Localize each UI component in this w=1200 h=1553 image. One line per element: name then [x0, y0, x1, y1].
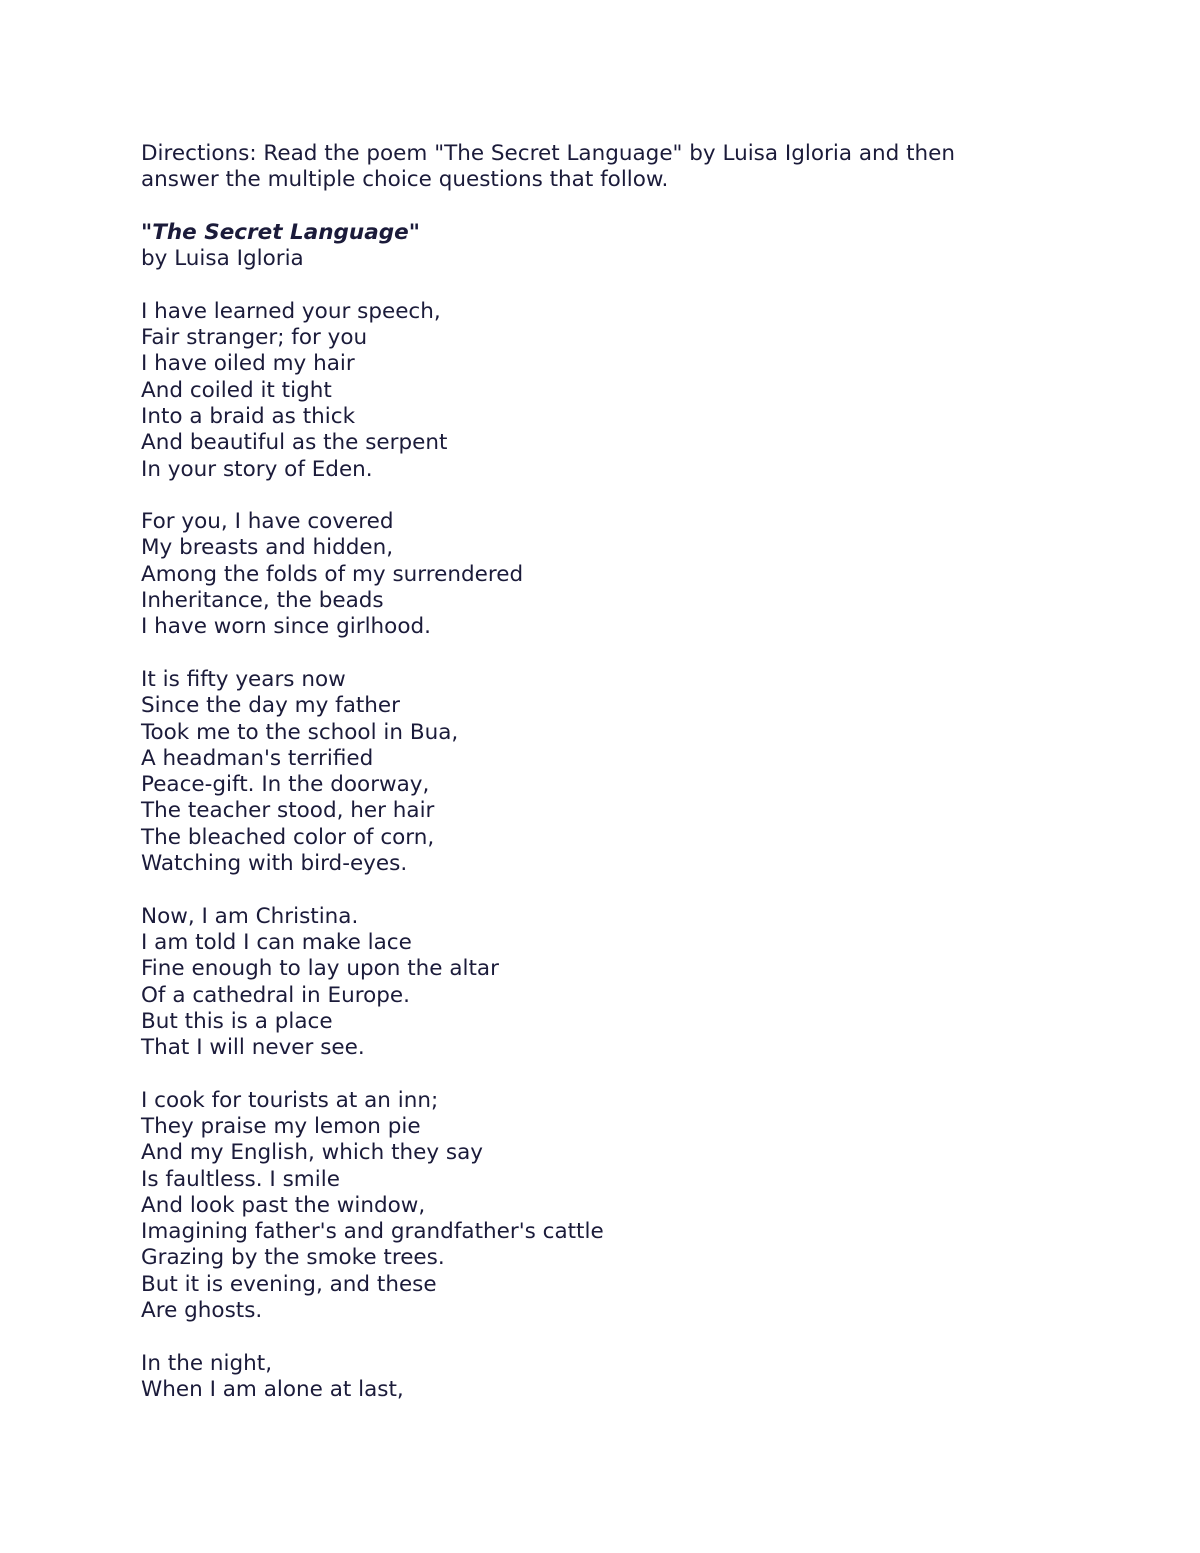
stanza-1: [141, 299, 1041, 483]
poem-line: Since the day my father: [141, 693, 400, 719]
paragraph-gap: [141, 194, 1041, 220]
poem-line: I have oiled my hair: [141, 351, 355, 377]
poem-line: The bleached color of corn,: [141, 824, 435, 850]
poem-line: Watching with bird-eyes.: [141, 851, 408, 877]
poem-line: For you, I have covered: [141, 509, 394, 535]
stanza-6: [141, 1351, 1041, 1404]
stanza-4: [141, 904, 1041, 1062]
poem-line: Of a cathedral in Europe.: [141, 982, 410, 1008]
poem-line: But this is a place: [141, 1008, 333, 1034]
poem-line: In the night,: [141, 1350, 273, 1376]
poem-line: And beautiful as the serpent: [141, 430, 448, 456]
poem-line: In your story of Eden.: [141, 456, 373, 482]
poem-line: That I will never see.: [141, 1035, 365, 1061]
stanza-2: [141, 509, 1041, 640]
stanza-5: [141, 1088, 1041, 1325]
poem-line: Fair stranger; for you: [141, 325, 368, 351]
stanza-gap: [141, 877, 1041, 903]
poem-line: My breasts and hidden,: [141, 535, 394, 561]
poem-line: I am told I can make lace: [141, 929, 412, 955]
stanza-3: [141, 667, 1041, 877]
poem-line: Among the folds of my surrendered: [141, 561, 524, 587]
stanza-gap: [141, 1324, 1041, 1350]
poem-line: A headman's terrified: [141, 745, 374, 771]
poem-line: The teacher stood, her hair: [141, 798, 435, 824]
poem-line: But it is evening, and these: [141, 1271, 437, 1297]
poem-line: Inheritance, the beads: [141, 588, 384, 614]
poem-line: I cook for tourists at an inn;: [141, 1087, 439, 1113]
poem-byline: by Luisa Igloria: [141, 246, 304, 272]
poem-line: Now, I am Christina.: [141, 903, 359, 929]
poem-line: Grazing by the smoke trees.: [141, 1245, 445, 1271]
paragraph-gap: [141, 272, 1041, 298]
poem-line: Is faultless. I smile: [141, 1166, 340, 1192]
poem-line: Imagining father's and grandfather's cattle: [141, 1219, 604, 1245]
stanza-gap: [141, 1061, 1041, 1087]
poem-line: When I am alone at last,: [141, 1376, 404, 1402]
poem-line: And coiled it tight: [141, 377, 332, 403]
poem-line: It is fifty years now: [141, 666, 346, 692]
poem-line: I have worn since girlhood.: [141, 614, 431, 640]
poem-line: Into a braid as thick: [141, 403, 356, 429]
poem-line: Fine enough to lay upon the altar: [141, 956, 499, 982]
poem-line: I have learned your speech,: [141, 298, 441, 324]
stanza-gap: [141, 483, 1041, 509]
poem-line: And look past the window,: [141, 1192, 426, 1218]
directions-line-2: answer the multiple choice questions that follow.: [141, 167, 669, 193]
poem-line: Are ghosts.: [141, 1298, 263, 1324]
poem-line: And my English, which they say: [141, 1140, 484, 1166]
directions-line-1: Directions: Read the poem "The Secret Language" by Luisa Igloria and then: [141, 141, 956, 166]
poem-line: Peace-gift. In the doorway,: [141, 772, 430, 798]
poem-title: "The Secret Language": [141, 219, 420, 245]
poem-line: Took me to the school in Bua,: [141, 719, 459, 745]
document-content: [141, 141, 1041, 1403]
stanza-gap: [141, 641, 1041, 667]
poem-line: They praise my lemon pie: [141, 1113, 421, 1139]
